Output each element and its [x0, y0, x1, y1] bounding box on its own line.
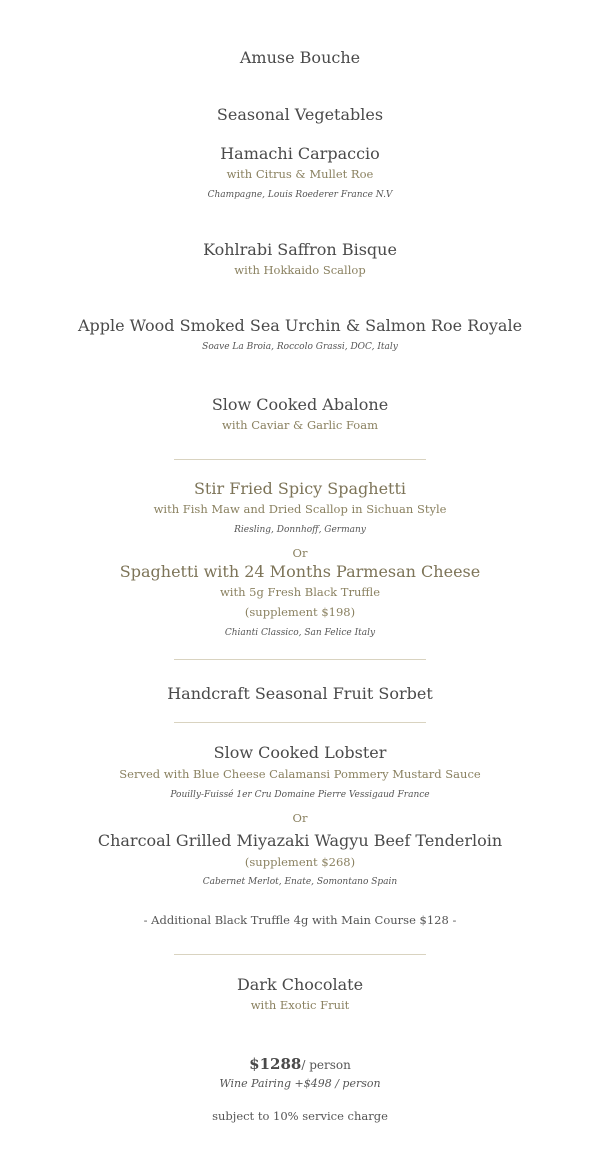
divider-2 [174, 659, 426, 660]
main-option2-supplement: (supplement $268) [244, 855, 356, 869]
pasta-option1-wine: Riesling, Donnhoff, Germany [234, 525, 366, 535]
dessert-title: Dark Chocolate [236, 975, 364, 994]
main-option2-wine: Cabernet Merlot, Enate, Somontano Spain [202, 877, 398, 887]
truffle-note: - Additional Black Truffle 4g with Main Course $128 - [143, 913, 457, 927]
pasta-or: Or [292, 546, 308, 560]
seasonal-vegetables: Seasonal Vegetables [216, 105, 384, 124]
hamachi-wine: Champagne, Louis Roederer France N.V [207, 190, 393, 200]
main-option2-title: Charcoal Grilled Miyazaki Wagyu Beef Tenderloin [97, 831, 503, 850]
divider-3 [174, 722, 426, 723]
abalone-title: Slow Cooked Abalone [211, 395, 389, 414]
wine-pairing: Wine Pairing +$498 / person [219, 1077, 381, 1090]
bisque-title: Kohlrabi Saffron Bisque [203, 240, 397, 259]
main-option1-sub: Served with Blue Cheese Calamansi Pommery Mustard Sauce [119, 767, 481, 781]
urchin-title: Apple Wood Smoked Sea Urchin & Salmon Roe Royale [77, 316, 523, 335]
price-line [0, 1054, 600, 1073]
sorbet-title: Handcraft Seasonal Fruit Sorbet [167, 684, 433, 703]
hamachi-title: Hamachi Carpaccio [220, 144, 380, 163]
dessert-sub: with Exotic Fruit [250, 998, 350, 1012]
pasta-option2-title: Spaghetti with 24 Months Parmesan Cheese [119, 562, 481, 581]
pasta-option1-sub: with Fish Maw and Dried Scallop in Sichuan Style [153, 502, 447, 516]
bisque-sub: with Hokkaido Scallop [234, 263, 366, 277]
price-unit: / person [301, 1058, 351, 1072]
hamachi-sub: with Citrus & Mullet Roe [226, 167, 374, 181]
divider-4 [174, 954, 426, 955]
pasta-option1-title: Stir Fried Spicy Spaghetti [193, 479, 407, 498]
pasta-option2-supplement: (supplement $198) [244, 605, 356, 619]
pasta-option2-sub: with 5g Fresh Black Truffle [219, 585, 381, 599]
abalone-sub: with Caviar & Garlic Foam [222, 418, 378, 432]
main-or: Or [292, 811, 308, 825]
divider-1 [174, 459, 426, 460]
amuse-bouche: Amuse Bouche [239, 48, 361, 67]
pasta-option2-wine: Chianti Classico, San Felice Italy [224, 628, 376, 638]
urchin-wine: Soave La Broia, Roccolo Grassi, DOC, Italy [202, 342, 398, 352]
price-amount: $1288 [249, 1055, 302, 1073]
service-charge: subject to 10% service charge [212, 1109, 388, 1123]
main-option1-wine: Pouilly-Fuissé 1er Cru Domaine Pierre Vessigaud France [170, 790, 430, 800]
main-option1-title: Slow Cooked Lobster [213, 743, 387, 762]
